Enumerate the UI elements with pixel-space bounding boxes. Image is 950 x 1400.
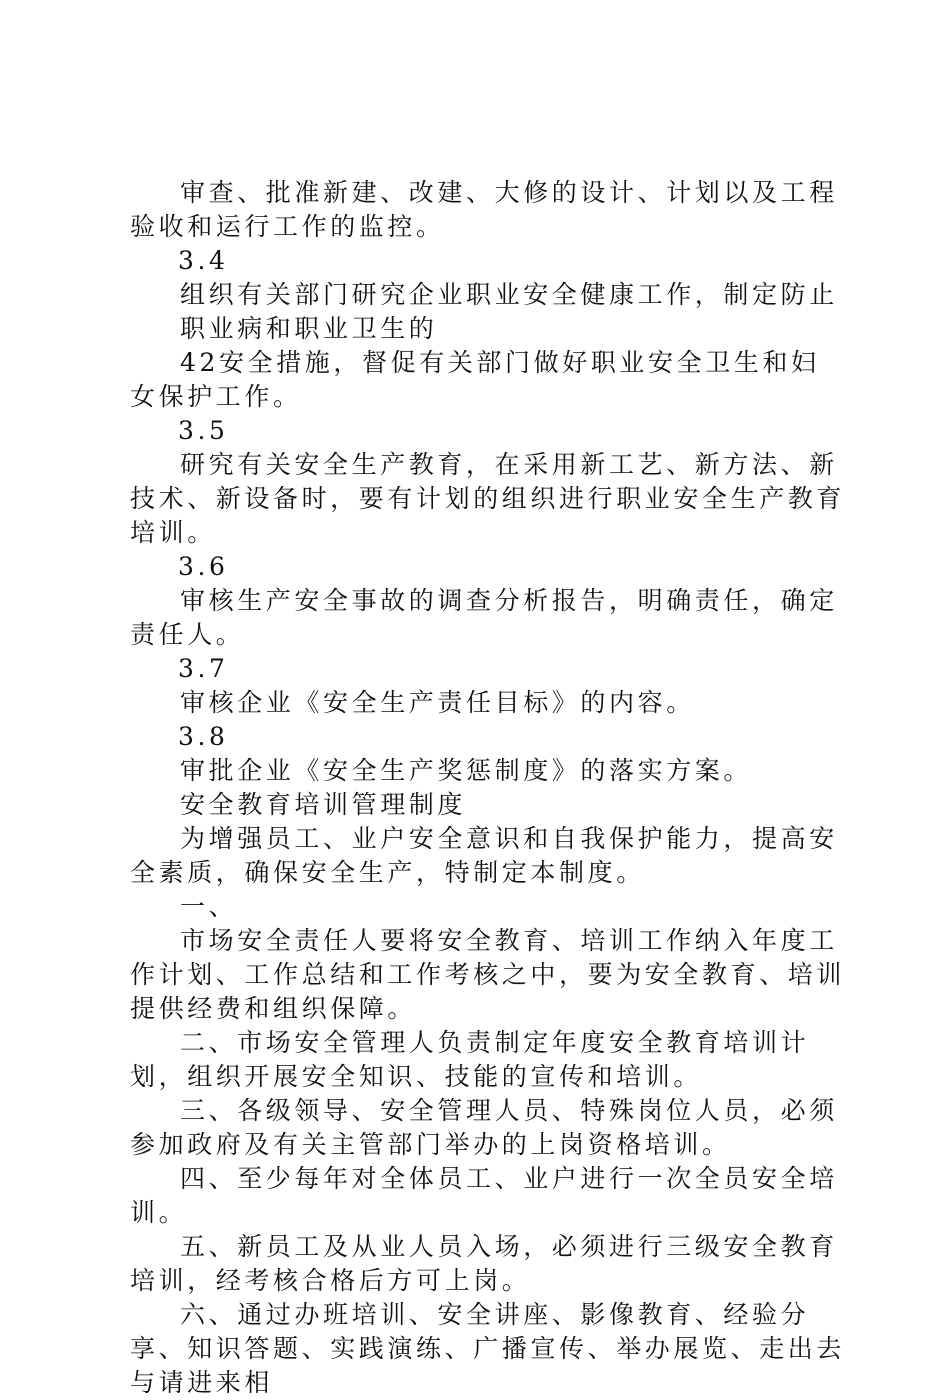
section-number-3-6: 3.6 [178,552,229,581]
paragraph-item-four: 四、至少每年对全体员工、业户进行一次全员安全培训。 [130,1164,838,1227]
paragraph-reward-system: 审批企业《安全生产奖惩制度》的落实方案。 [180,756,753,785]
paragraph-occupational-health: 组织有关部门研究企业职业安全健康工作，制定防止职业病和职业卫生的 [180,280,838,343]
paragraph-purpose: 为增强员工、业户安全意识和自我保护能力，提高安全素质，确保安全生产，特制定本制度。 [130,824,838,887]
section-number-3-8: 3.8 [178,722,229,751]
paragraph-item-three: 三、各级领导、安全管理人员、特殊岗位人员，必须参加政府及有关主管部门举办的上岗资格培训。 [130,1096,838,1159]
paragraph-design-review: 审查、批准新建、改建、大修的设计、计划以及工程验收和运行工作的监控。 [130,178,838,241]
paragraph-responsibility-target: 审核企业《安全生产责任目标》的内容。 [180,688,695,717]
paragraph-item-one: 市场安全责任人要将安全教育、培训工作纳入年度工作计划、工作总结和工作考核之中，要为安全教育、培训提供经费和组织保障。 [130,926,846,1023]
section-number-3-5: 3.5 [178,416,229,445]
section-number-3-4: 3.4 [178,246,229,275]
paragraph-safety-education: 研究有关安全生产教育，在采用新工艺、新方法、新技术、新设备时，要有计划的组织进行职业安全生产教育培训。 [130,450,846,547]
section-number-3-7: 3.7 [178,654,229,683]
paragraph-safety-measures: 42安全措施，督促有关部门做好职业安全卫生和妇女保护工作。 [130,348,820,411]
paragraph-item-two: 二、市场安全管理人负责制定年度安全教育培训计划，组织开展安全知识、技能的宣传和培训。 [130,1028,810,1091]
item-number-one: 一、 [180,892,238,921]
document-body [130,176,845,1400]
paragraph-accident-report: 审核生产安全事故的调查分析报告，明确责任，确定责任人。 [130,586,838,649]
paragraph-item-six: 六、通过办班培训、安全讲座、影像教育、经验分享、知识答题、实践演练、广播宣传、举办展览、走出去与请进来相 [130,1300,846,1397]
paragraph-item-five: 五、新员工及从业人员入场，必须进行三级安全教育培训，经考核合格后方可上岗。 [130,1232,838,1295]
section-heading-training-system: 安全教育培训管理制度 [180,790,467,819]
